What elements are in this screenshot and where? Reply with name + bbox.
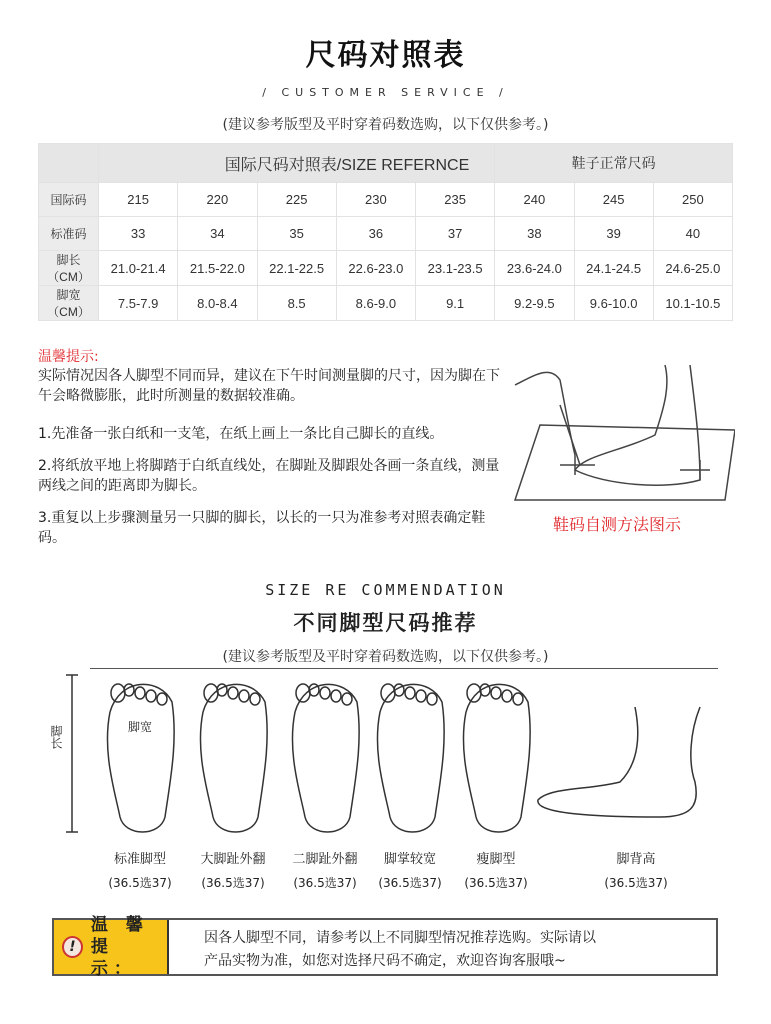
table-cell: 8.6-9.0 bbox=[336, 286, 415, 321]
size-table bbox=[38, 143, 733, 321]
page-title: 尺码对照表 bbox=[305, 38, 466, 73]
toe bbox=[513, 693, 523, 705]
row-label: 脚宽（CM） bbox=[39, 286, 99, 321]
toe bbox=[296, 684, 310, 702]
table-cell: 9.2-9.5 bbox=[495, 286, 574, 321]
reference-note: (建议参考版型及平时穿着码数选购，以下仅供参考。) bbox=[222, 117, 549, 133]
width-label: 脚宽 bbox=[128, 720, 153, 734]
toe bbox=[135, 687, 145, 699]
toe bbox=[491, 687, 501, 699]
notice-label-line2: 提 示： bbox=[90, 937, 137, 979]
table-row bbox=[39, 217, 733, 251]
toe bbox=[342, 693, 352, 705]
notice-label bbox=[54, 915, 169, 979]
table-cell: 39 bbox=[574, 217, 653, 251]
table-cell: 38 bbox=[495, 217, 574, 251]
table-cell: 40 bbox=[653, 217, 732, 251]
foot-type-name: 瘦脚型 bbox=[476, 852, 516, 867]
foot-measure-illustration bbox=[505, 365, 735, 505]
foot-type-advice: (36.5选37) bbox=[604, 876, 668, 890]
table-cell: 35 bbox=[257, 217, 336, 251]
tip-step-3: 3.重复以上步骤测量另一只脚的脚长，以长的一只为准参考对照表确定鞋码。 bbox=[38, 510, 486, 546]
table-cell: 23.6-24.0 bbox=[495, 251, 574, 286]
table-side-title: 鞋子正常尺码 bbox=[495, 144, 733, 183]
table-cell: 37 bbox=[416, 217, 495, 251]
table-cell: 225 bbox=[257, 183, 336, 217]
table-cell: 9.1 bbox=[416, 286, 495, 321]
foot-type-advice: (36.5选37) bbox=[464, 876, 528, 890]
table-cell: 21.0-21.4 bbox=[99, 251, 178, 286]
table-cell: 22.6-23.0 bbox=[336, 251, 415, 286]
toe bbox=[157, 693, 167, 705]
table-cell: 7.5-7.9 bbox=[99, 286, 178, 321]
foot-type-advice: (36.5选37) bbox=[378, 876, 442, 890]
table-cell: 230 bbox=[336, 183, 415, 217]
foot-type-advice: (36.5选37) bbox=[293, 876, 357, 890]
table-cell: 235 bbox=[416, 183, 495, 217]
table-row bbox=[39, 183, 733, 217]
toe bbox=[502, 690, 512, 702]
illustration-caption: 鞋码自测方法图示 bbox=[553, 515, 682, 534]
toe bbox=[467, 684, 481, 702]
toe bbox=[250, 693, 260, 705]
row-label: 标准码 bbox=[39, 217, 99, 251]
notice-text-line2: 产品实物为准，如您对选择尺码不确定，欢迎咨询客服哦~ bbox=[204, 953, 566, 969]
table-cell: 250 bbox=[653, 183, 732, 217]
table-cell: 24.6-25.0 bbox=[653, 251, 732, 286]
foot-type-name: 大脚趾外翻 bbox=[200, 852, 266, 867]
table-cell: 215 bbox=[99, 183, 178, 217]
foot-types-illustration bbox=[60, 672, 730, 842]
toe bbox=[331, 690, 341, 702]
foot-outline bbox=[377, 684, 444, 832]
foot-type-advice: (36.5选37) bbox=[201, 876, 265, 890]
table-cell: 10.1-10.5 bbox=[653, 286, 732, 321]
toe bbox=[320, 687, 330, 699]
table-cell: 23.1-23.5 bbox=[416, 251, 495, 286]
table-header-row bbox=[39, 144, 733, 183]
table-cell: 33 bbox=[99, 217, 178, 251]
foot-type-name: 脚背高 bbox=[616, 852, 656, 867]
row-label: 国际码 bbox=[39, 183, 99, 217]
table-title: 国际尺码对照表/SIZE REFERNCE bbox=[99, 144, 495, 183]
table-cell: 22.1-22.5 bbox=[257, 251, 336, 286]
table-cell: 245 bbox=[574, 183, 653, 217]
toe bbox=[204, 684, 218, 702]
table-cell: 24.1-24.5 bbox=[574, 251, 653, 286]
foot-type-name: 脚掌较宽 bbox=[383, 852, 436, 867]
table-row bbox=[39, 251, 733, 286]
foot-outline bbox=[463, 684, 530, 832]
table-cell: 21.5-22.0 bbox=[178, 251, 257, 286]
table-cell: 8.5 bbox=[257, 286, 336, 321]
toe bbox=[416, 690, 426, 702]
foot-type-name: 二脚趾外翻 bbox=[292, 852, 358, 867]
recommendation-title: 不同脚型尺码推荐 bbox=[293, 611, 478, 635]
table-cell: 220 bbox=[178, 183, 257, 217]
tip-step-1: 1.先准备一张白纸和一支笔，在纸上画上一条比自己脚长的直线。 bbox=[38, 426, 444, 442]
table-cell: 34 bbox=[178, 217, 257, 251]
recommendation-heading-en: SIZE RE COMMENDATION bbox=[265, 581, 506, 599]
notice-text-line1: 因各人脚型不同，请参考以上不同脚型情况推荐选购。实际请以 bbox=[204, 930, 596, 946]
foot-type-advice: (36.5选37) bbox=[108, 876, 172, 890]
recommendation-note: (建议参考版型及平时穿着码数选购，以下仅供参考。) bbox=[222, 649, 549, 665]
notice-box bbox=[52, 915, 718, 979]
table-cell: 8.0-8.4 bbox=[178, 286, 257, 321]
table-row bbox=[39, 286, 733, 321]
length-label: 脚长 bbox=[49, 725, 63, 749]
tips-intro: 实际情况因各人脚型不同而异，建议在下午时间测量脚的尺寸，因为脚在下午会略微膨胀，此时所测量的数据较准确。 bbox=[38, 368, 500, 404]
tips-heading: 温馨提示: bbox=[38, 349, 99, 365]
toe bbox=[381, 684, 395, 702]
tip-step-2: 2.将纸放平地上将脚踏于白纸直线处，在脚趾及脚跟处各画一条直线，测量两线之间的距离即为脚长。 bbox=[38, 458, 500, 494]
notice-label-line1: 温 馨 bbox=[90, 915, 149, 935]
table-cell: 240 bbox=[495, 183, 574, 217]
table-cell: 36 bbox=[336, 217, 415, 251]
table-cell: 9.6-10.0 bbox=[574, 286, 653, 321]
foot-outline bbox=[107, 684, 174, 832]
foot-outline bbox=[292, 684, 359, 832]
foot-outline bbox=[200, 684, 267, 832]
divider bbox=[90, 668, 718, 669]
toe bbox=[405, 687, 415, 699]
customer-service-subtitle: / CUSTOMER SERVICE / bbox=[262, 86, 509, 99]
toe bbox=[146, 690, 156, 702]
toe bbox=[239, 690, 249, 702]
exclamation-icon: ! bbox=[62, 936, 83, 958]
row-label: 脚长（CM） bbox=[39, 251, 99, 286]
toe bbox=[111, 684, 125, 702]
toe bbox=[427, 693, 437, 705]
toe bbox=[228, 687, 238, 699]
foot-type-name: 标准脚型 bbox=[113, 852, 166, 867]
